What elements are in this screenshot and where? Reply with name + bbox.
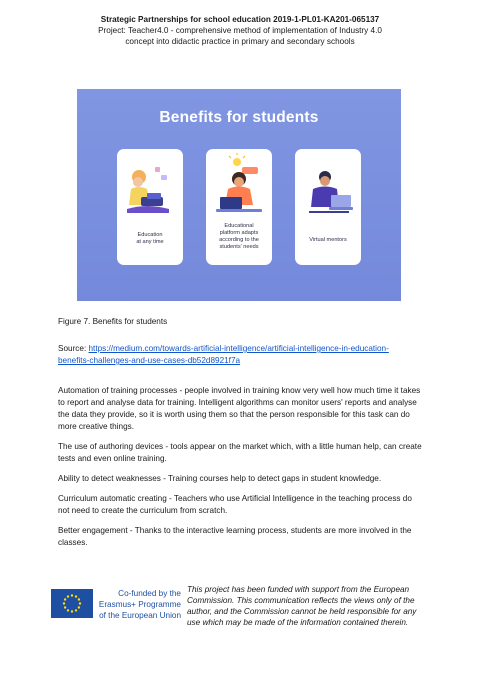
paragraph-curriculum: Curriculum automatic creating - Teachers who use Artificial Intelligence in the teaching process do not need to create the curriculum from scratch. [58, 494, 412, 515]
benefit-card-virtual-mentors [295, 149, 361, 265]
paragraph-detect-weaknesses: Ability to detect weaknesses - Training courses help to detect gaps in student knowledge. [58, 474, 382, 483]
source-citation [58, 343, 422, 367]
header-line-1: Strategic Partnerships for school education 2019-1-PL01-KA201-065137 [100, 15, 380, 24]
page-header [0, 14, 480, 47]
student-laptop-illustration-icon [117, 149, 183, 265]
eu-stars-icon [51, 589, 93, 618]
cofunded-text: Co-funded by the Erasmus+ Programme of the European Union [98, 589, 181, 620]
paragraph-authoring-devices: The use of authoring devices - tools appear on the market which, with a little human help, can create tests and even online training. [58, 442, 422, 463]
figure-caption: Figure 7. Benefits for students [58, 317, 168, 326]
source-label: Source: [58, 344, 89, 353]
header-line-2: Project: Teacher4.0 - comprehensive method of implementation of Industry 4.0 [98, 26, 382, 35]
benefit-card-education-anytime [117, 149, 183, 265]
card-caption: Education at any time [136, 232, 164, 245]
benefits-figure [77, 89, 401, 301]
source-link[interactable]: https://medium.com/towards-artificial-intelligence/artificial-intelligence-in-education- benefits-challenges-and-use-cases-db52d8921f7a [58, 344, 389, 365]
paragraph-automation: Automation of training processes - people involved in training know very well how much time it takes to report and analyse data for training. Intelligent algorithms can monitor users' reports and analyse the data they provide, so it is worth using them so that the person responsible for this task can do more creative things. [58, 386, 421, 431]
benefit-card-adaptive-platform [206, 149, 272, 265]
funding-disclaimer: This project has been funded with support from the European Commission. This communication reflects the views only of the author, and the Commission cannot be held responsible for any use which may be made of the information contained therein. [187, 585, 417, 627]
card-caption: Educational platform adapts according to the students' needs [219, 223, 259, 250]
card-caption: Virtual mentors [309, 237, 347, 243]
header-line-3: concept into didactic practice in primary and secondary schools [125, 37, 355, 46]
paragraph-engagement: Better engagement - Thanks to the interactive learning process, students are more involved in the classes. [58, 526, 412, 547]
eu-flag-icon [51, 589, 93, 618]
figure-title: Benefits for students [159, 109, 319, 126]
mentor-laptop-illustration-icon [295, 149, 361, 265]
